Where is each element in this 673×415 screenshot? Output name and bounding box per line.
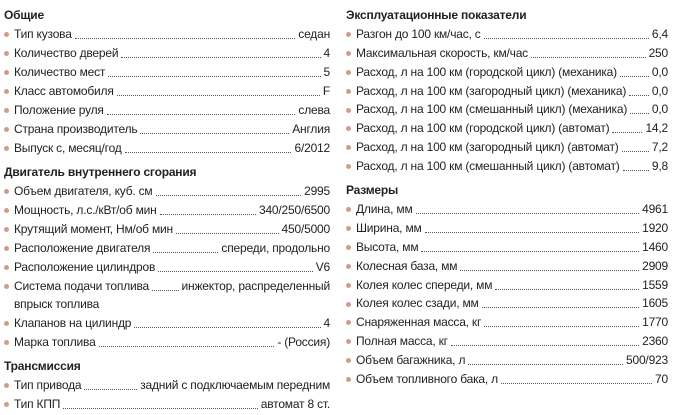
spec-value: 14,2 bbox=[645, 121, 668, 136]
spec-label: Расход, л на 100 км (смешанный цикл) (механика) bbox=[356, 102, 628, 117]
spec-label: Длина, мм bbox=[356, 202, 413, 217]
spec-value: 340/250/6500 bbox=[258, 203, 330, 217]
spec-value: автомат 8 ст. bbox=[260, 397, 330, 411]
spec-value: спереди, продольно bbox=[221, 241, 330, 255]
dotted-leader bbox=[460, 270, 639, 271]
spec-value: 4961 bbox=[642, 202, 668, 217]
dotted-leader bbox=[75, 38, 296, 39]
spec-value: 2909 bbox=[642, 258, 668, 273]
dotted-leader bbox=[482, 307, 640, 308]
dotted-leader bbox=[620, 76, 649, 77]
spec-value: 0,0 bbox=[651, 83, 668, 98]
dotted-leader bbox=[160, 214, 256, 215]
dotted-leader bbox=[531, 57, 646, 58]
spec-value: 6,4 bbox=[651, 26, 668, 41]
spec-row bbox=[4, 139, 330, 158]
dotted-leader bbox=[629, 95, 649, 96]
spec-row bbox=[346, 351, 668, 370]
spec-label: Клапанов на цилиндр bbox=[14, 316, 132, 330]
specs-left-column bbox=[4, 0, 330, 414]
dotted-leader bbox=[108, 76, 320, 77]
dotted-leader bbox=[107, 114, 296, 115]
dotted-leader bbox=[416, 213, 640, 214]
spec-row bbox=[346, 157, 668, 176]
spec-value: 500/923 bbox=[626, 353, 668, 368]
dotted-leader bbox=[612, 132, 642, 133]
section-heading: Эксплуатационные показатели bbox=[346, 8, 527, 22]
spec-value: 9,8 bbox=[651, 159, 668, 174]
spec-label: Полная масса, кг bbox=[356, 334, 448, 349]
spec-value: 450/5000 bbox=[281, 222, 330, 236]
spec-label: Марка топлива bbox=[14, 335, 96, 349]
spec-row bbox=[346, 119, 668, 138]
spec-row bbox=[4, 277, 330, 296]
spec-row bbox=[346, 101, 668, 120]
spec-row bbox=[346, 313, 668, 332]
spec-label: Объем двигателя, куб. см bbox=[14, 184, 153, 198]
spec-row bbox=[4, 333, 330, 352]
spec-row bbox=[346, 82, 668, 101]
spec-label: Расход, л на 100 км (городской цикл) (автомат) bbox=[356, 121, 610, 136]
spec-label: Страна производитель bbox=[14, 122, 138, 136]
dotted-leader bbox=[125, 152, 292, 153]
spec-row bbox=[346, 295, 668, 314]
spec-label: Расположение двигателя bbox=[14, 241, 151, 255]
spec-row bbox=[4, 25, 330, 44]
dotted-leader bbox=[623, 170, 649, 171]
spec-label: Мощность, л.с./кВт/об мин bbox=[14, 203, 157, 217]
spec-row bbox=[4, 314, 330, 333]
spec-label: Объем топливного бака, л bbox=[356, 372, 498, 387]
spec-row bbox=[346, 63, 668, 82]
spec-value: 2360 bbox=[642, 334, 668, 349]
spec-value: 70 bbox=[655, 372, 668, 387]
specs-right-column bbox=[346, 0, 668, 389]
dotted-leader bbox=[622, 151, 649, 152]
spec-row bbox=[4, 82, 330, 101]
spec-row bbox=[4, 201, 330, 220]
spec-row bbox=[4, 239, 330, 258]
dotted-leader bbox=[117, 95, 320, 96]
dotted-leader bbox=[156, 195, 302, 196]
spec-label: Высота, мм bbox=[356, 239, 419, 254]
spec-value: 250 bbox=[648, 45, 668, 60]
spec-label: Максимальная скорость, км/час bbox=[356, 45, 528, 60]
spec-row bbox=[4, 220, 330, 239]
spec-value: инжектор, распределенный bbox=[181, 279, 330, 293]
spec-label: Тип кузова bbox=[14, 27, 72, 41]
spec-value: - (Россия) bbox=[277, 335, 330, 349]
spec-row bbox=[4, 120, 330, 139]
spec-value: Англия bbox=[292, 122, 330, 136]
spec-value: 0,0 bbox=[651, 102, 668, 117]
dotted-leader bbox=[158, 271, 313, 272]
spec-label: Снаряженная масса, кг bbox=[356, 315, 482, 330]
spec-label: Крутящий момент, Нм/об мин bbox=[14, 222, 173, 236]
section-heading: Трансмиссия bbox=[4, 359, 81, 373]
dotted-leader bbox=[425, 232, 640, 233]
dotted-leader bbox=[152, 290, 179, 291]
spec-label: Колея колес сзади, мм bbox=[356, 296, 479, 311]
dotted-leader bbox=[134, 327, 320, 328]
spec-row bbox=[4, 63, 330, 82]
spec-row bbox=[4, 44, 330, 63]
spec-label: Расход, л на 100 км (загородный цикл) (механика) bbox=[356, 83, 627, 98]
spec-row bbox=[346, 276, 668, 295]
spec-label: Выпуск с, месяц/год bbox=[14, 141, 122, 155]
spec-row bbox=[346, 257, 668, 276]
spec-row bbox=[4, 101, 330, 120]
spec-row bbox=[4, 182, 330, 201]
spec-value: задний с подключаемым передним bbox=[140, 378, 330, 392]
spec-value: 5 bbox=[323, 65, 330, 79]
spec-label: Объем багажника, л bbox=[356, 353, 466, 368]
section-heading: Размеры bbox=[346, 183, 399, 198]
dotted-leader bbox=[630, 113, 649, 114]
spec-label: Расход, л на 100 км (городской цикл) (механика) bbox=[356, 64, 617, 79]
spec-label: Класс автомобиля bbox=[14, 84, 114, 98]
spec-label: Расход, л на 100 км (загородный цикл) (автомат) bbox=[356, 140, 619, 155]
spec-value: 1770 bbox=[642, 315, 668, 330]
dotted-leader bbox=[99, 346, 275, 347]
spec-value: 2995 bbox=[304, 184, 330, 198]
dotted-leader bbox=[484, 38, 649, 39]
spec-label: Разгон до 100 км/час, с bbox=[356, 26, 481, 41]
spec-label: Тип привода bbox=[14, 378, 82, 392]
spec-label: Тип КПП bbox=[14, 397, 61, 411]
spec-row bbox=[346, 25, 668, 44]
spec-row bbox=[346, 332, 668, 351]
spec-row bbox=[4, 376, 330, 395]
spec-value: 7,2 bbox=[651, 140, 668, 155]
spec-label: Положение руля bbox=[14, 103, 104, 117]
spec-row bbox=[346, 370, 668, 389]
spec-value: 1559 bbox=[642, 277, 668, 292]
dotted-leader bbox=[121, 57, 320, 58]
spec-label: Количество дверей bbox=[14, 46, 119, 60]
spec-value: 0,0 bbox=[651, 64, 668, 79]
spec-row bbox=[346, 44, 668, 63]
dotted-leader bbox=[176, 233, 279, 234]
spec-row bbox=[346, 219, 668, 238]
spec-row bbox=[4, 395, 330, 414]
spec-label: Колея колес спереди, мм bbox=[356, 277, 493, 292]
spec-label: Расположение цилиндров bbox=[14, 260, 156, 274]
dotted-leader bbox=[421, 251, 639, 252]
dotted-leader bbox=[468, 364, 623, 365]
spec-value-continuation: впрыск топлива bbox=[14, 297, 100, 311]
spec-label: Колесная база, мм bbox=[356, 258, 458, 273]
spec-value: седан bbox=[298, 27, 330, 41]
section-heading: Двигатель внутреннего сгорания bbox=[4, 165, 197, 179]
dotted-leader bbox=[495, 289, 639, 290]
dotted-leader bbox=[501, 383, 652, 384]
dotted-leader bbox=[451, 345, 639, 346]
dotted-leader bbox=[140, 133, 289, 134]
spec-value: 1460 bbox=[642, 239, 668, 254]
spec-row bbox=[346, 200, 668, 219]
spec-label: Ширина, мм bbox=[356, 220, 422, 235]
spec-row bbox=[346, 138, 668, 157]
dotted-leader bbox=[484, 326, 639, 327]
spec-label: Система подачи топлива bbox=[14, 279, 150, 293]
spec-value: слева bbox=[298, 103, 330, 117]
spec-row bbox=[346, 238, 668, 257]
spec-value: 1605 bbox=[642, 296, 668, 311]
dotted-leader bbox=[153, 252, 218, 253]
spec-value: 6/2012 bbox=[294, 141, 330, 155]
spec-value: F bbox=[322, 84, 330, 98]
spec-value: 4 bbox=[323, 46, 330, 60]
spec-value: 1920 bbox=[642, 220, 668, 235]
dotted-leader bbox=[63, 408, 258, 409]
spec-value: V6 bbox=[315, 260, 330, 274]
spec-label: Расход, л на 100 км (смешанный цикл) (автомат) bbox=[356, 159, 620, 174]
section-heading: Общие bbox=[4, 8, 44, 22]
dotted-leader bbox=[84, 389, 137, 390]
spec-label: Количество мест bbox=[14, 65, 106, 79]
spec-value: 4 bbox=[323, 316, 330, 330]
spec-row bbox=[4, 258, 330, 277]
